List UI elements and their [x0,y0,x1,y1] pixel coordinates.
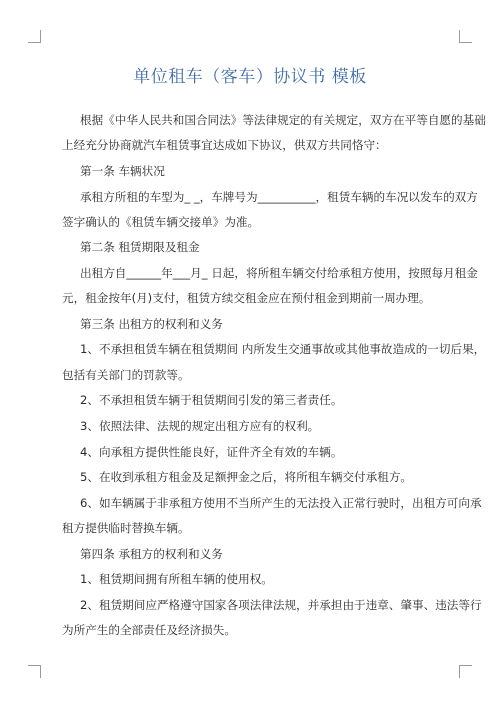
crop-mark-top-right [459,30,472,43]
article-4-item-2-line-1: 2、租赁期间应严格遵守国家各项法律法规，并承担由于违章、肇事、违法等行 [80,598,482,612]
article-3-item-3: 3、依照法律、法规的规定出租方应有的权利。 [80,419,320,433]
article-2-line-2: 元，租金按年(月)支付，租赁方续交租金应在预付租金到期前一周办理。 [62,291,431,305]
paragraph-intro-line-1: 根据《中华人民共和国合同法》等法律规定的有关规定，双方在平等自愿的基础 [80,113,486,127]
article-3-item-6-line-2: 租方提供临时替换车辆。 [62,521,190,535]
crop-mark-top-left [28,30,41,43]
article-1-line-2: 签字确认的《租赁车辆交接单》为准。 [62,215,260,229]
article-4-item-1: 1、租赁期间拥有所租车辆的使用权。 [80,572,273,586]
article-3-item-2: 2、不承担租赁车辆于租赁期间引发的第三者责任。 [80,393,343,407]
article-1-heading: 第一条 车辆状况 [80,164,165,178]
article-2-line-1: 出租方自______年___月_ 日起，将所租车辆交付给承租方使用，按照每月租金 [80,266,478,280]
article-3-item-6-line-1: 6、如车辆属于非承租方使用不当所产生的无法投入正常行驶时，出租方可向承 [80,496,482,510]
article-1-line-1: 承租方所租的车型为_ _，车牌号为__________，租赁车辆的车况以发车的双方 [80,190,478,204]
article-2-heading: 第二条 租赁期限及租金 [80,240,200,254]
article-4-item-2-line-2: 为所产生的全部责任及经济损失。 [62,623,236,637]
paragraph-intro-line-2: 上经充分协商就汽车租赁事宜达成如下协议，供双方共同恪守： [62,138,387,152]
article-3-item-4: 4、向承租方提供性能良好，证件齐全有效的车辆。 [80,445,343,459]
article-3-item-5: 5、在收到承租方租金及足额押金之后，将所租车辆交付承租方。 [80,470,413,484]
article-3-item-1-line-1: 1、不承担租赁车辆在租赁期间 内所发生交通事故或其他事故造成的一切后果， [80,342,486,356]
article-3-heading: 第三条 出租方的权利和义务 [80,317,223,331]
crop-mark-bottom-left [28,665,41,678]
document-title: 单位租车（客车）协议书 模板 [133,67,367,87]
crop-mark-bottom-right [459,665,472,678]
article-3-item-1-line-2: 包括有关部门的罚款等。 [62,368,190,382]
article-4-heading: 第四条 承租方的权利和义务 [80,547,223,561]
